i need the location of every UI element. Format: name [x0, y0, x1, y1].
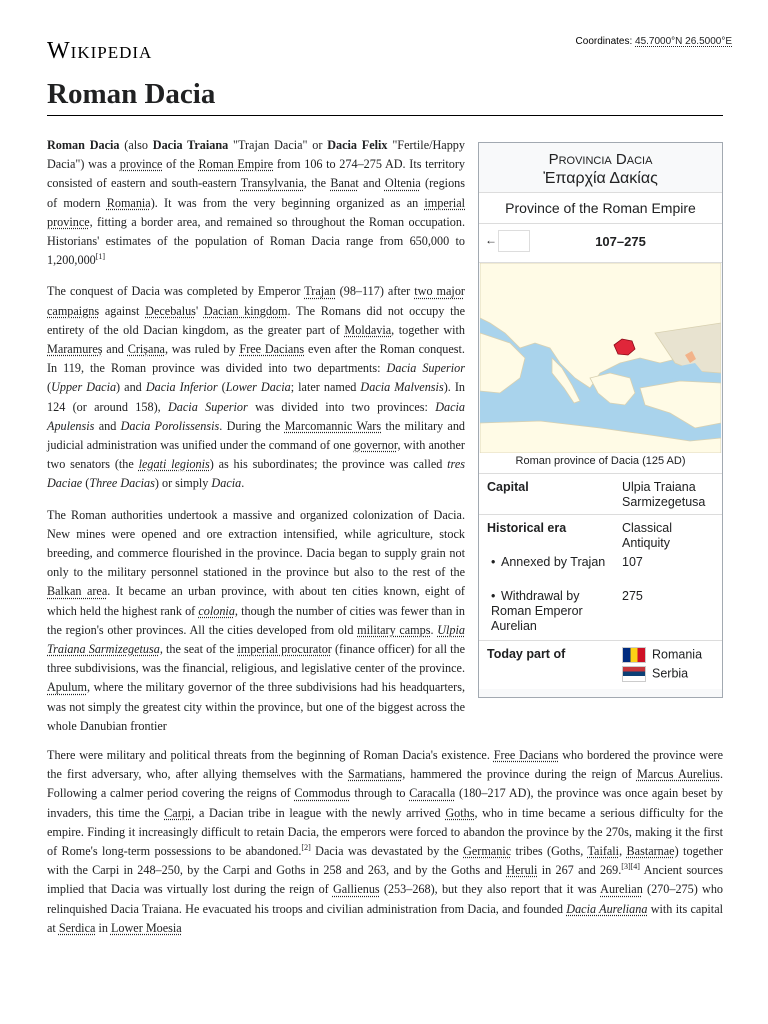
infobox-subtitle: Province of the Roman Empire: [479, 193, 722, 224]
article-body-full: [47, 746, 723, 950]
today-serbia[interactable]: [622, 666, 717, 682]
paragraph-colonization: The Roman authorities undertook a massive and organized colonization of Dacia. New mines were opened and ore extraction intensified, while agriculture, stock breeding, and commerce flourished in the province. Dacia began to supply grain not only to the military personnel stationed in the province but also to the rest of the Balkan area. It became an urban province, with about ten cities known, eight of which held the highest rank of colonia, though the number of cities was fewer than in the region's other provinces. All the cities developed from old military camps. Ulpia Traiana Sarmizegetusa, the seat of the imperial procurator (finance officer) for all the three subdivisions, was the financial, religious, and legislative center of the province. Apulum, where the military governor of the three subdivisions had his headquarters, was not simply the greatest city within the province, but one of the biggest across the whole Danubian frontier: [47, 507, 465, 733]
infobox: [478, 142, 723, 698]
annexed-label: Annexed by Trajan: [501, 555, 606, 569]
era-label: Historical era: [487, 521, 567, 535]
link-gallienus[interactable]: Gallienus: [332, 882, 380, 897]
infobox-years: 107–275: [595, 234, 646, 249]
link-oltenia[interactable]: Oltenia: [384, 176, 421, 191]
link-heruli[interactable]: Heruli: [506, 863, 538, 878]
infobox-name: Provincia Dacia: [548, 151, 653, 168]
link-bastarnae[interactable]: Bastarnae: [626, 844, 675, 859]
link-commodus[interactable]: Commodus: [294, 786, 351, 801]
link-crisana[interactable]: Crișana: [127, 342, 165, 357]
link-ulpia-traiana[interactable]: Ulpia Traiana Sarmizegetusa: [47, 622, 465, 657]
annexed-item: • Annexed by Trajan: [491, 555, 606, 569]
link-imperial-procurator[interactable]: imperial procurator: [237, 642, 332, 657]
article-body-left: [47, 136, 465, 748]
link-maramures[interactable]: Maramureș: [47, 342, 103, 357]
infobox-greek-name: Ἐπαρχία Δακίας: [543, 170, 658, 187]
serbia-label[interactable]: Serbia: [652, 666, 689, 681]
annexed-value: 107: [622, 555, 643, 569]
link-transylvania[interactable]: Transylvania: [240, 176, 304, 191]
romania-flag-icon: [622, 647, 646, 663]
link-two-major-campaigns[interactable]: two major campaigns: [47, 284, 465, 318]
citation-3-4[interactable]: [3][4]: [621, 862, 640, 872]
link-legati-legionis[interactable]: legati legionis: [138, 457, 210, 472]
link-goths[interactable]: Goths: [445, 805, 475, 820]
link-trajan[interactable]: Trajan: [304, 284, 336, 299]
link-decebalus[interactable]: Decebalus: [145, 303, 196, 318]
link-dacian-kingdom[interactable]: Dacian kingdom: [203, 303, 288, 318]
link-free-dacians-2[interactable]: Free Dacians: [493, 748, 559, 762]
link-serdica[interactable]: Serdica: [58, 920, 96, 935]
coordinates-link[interactable]: 45.7000°N 26.5000°E: [635, 36, 732, 47]
romania-label[interactable]: Romania: [652, 647, 703, 662]
link-imperial-province[interactable]: imperial province: [47, 195, 465, 229]
citation-1[interactable]: [1]: [95, 252, 106, 262]
link-dacia-aureliana[interactable]: Dacia Aureliana: [566, 901, 648, 916]
link-marcomannic-wars[interactable]: Marcomannic Wars: [284, 418, 382, 433]
province-map[interactable]: [480, 263, 721, 453]
today-romania[interactable]: [622, 647, 717, 663]
citation-2[interactable]: [2]: [301, 842, 311, 852]
capital-value[interactable]: Ulpia Traiana Sarmizegetusa: [622, 480, 706, 509]
era-value[interactable]: Classical Antiquity: [622, 521, 673, 550]
infobox-capital-row: [479, 474, 722, 515]
infobox-years-row: [479, 224, 722, 263]
link-banat[interactable]: Banat: [330, 176, 359, 191]
serbia-flag-icon: [622, 666, 646, 682]
capital-label: Capital: [487, 480, 529, 494]
page-title: Roman Dacia: [47, 78, 723, 116]
wikipedia-logo[interactable]: Wikipedia: [47, 38, 153, 64]
link-military-camps[interactable]: military camps: [357, 622, 431, 637]
link-balkan-area[interactable]: Balkan area: [47, 584, 108, 599]
link-roman-empire[interactable]: Roman Empire: [198, 157, 274, 172]
link-province[interactable]: province: [119, 157, 163, 172]
infobox-era-row: [479, 515, 722, 641]
link-free-dacians[interactable]: Free Dacians: [239, 342, 305, 357]
link-moldavia[interactable]: Moldavia: [344, 322, 392, 337]
paragraph-intro: Roman Dacia (also Dacia Traiana "Trajan Dacia" or Dacia Felix "Fertile/Happy Dacia") was a province of the Roman Empire from 106 to 274–275 AD. Its territory consisted of eastern and south-eastern Transylvania, the Banat and Oltenia (regions of modern Romania). It was from the very beginning organized as an imperial province, fitting a border area, and remained so throughout the Roman occupation. Historians' estimates of the population of Roman Dacia range from 650,000 to 1,200,000[1]: [47, 138, 466, 268]
link-germanic[interactable]: Germanic: [463, 844, 512, 859]
link-caracalla[interactable]: Caracalla: [409, 786, 456, 801]
link-aurelian[interactable]: Aurelian: [600, 882, 643, 897]
link-sarmatians[interactable]: Sarmatians: [348, 767, 403, 782]
previous-arrow-icon[interactable]: ←: [485, 233, 497, 247]
link-governor[interactable]: governor: [353, 438, 398, 453]
link-marcus-aurelius[interactable]: Marcus Aurelius: [636, 767, 720, 782]
today-label: Today part of: [487, 647, 566, 661]
paragraph-conquest: The conquest of Dacia was completed by Emperor Trajan (98–117) after two major campaigns against Decebalus' Dacian kingdom. The Romans did not occupy the entirety of the old Dacian kingdom, as the greater part of Moldavia, together with Maramureș and Crișana, was ruled by Free Dacians even after the Roman conquest. In 119, the Roman province was divided into two departments: Dacia Superior (Upper Dacia) and Dacia Inferior (Lower Dacia; later named Dacia Malvensis). In 124 (or around 158), Dacia Superior was divided into two provinces: Dacia Apulensis and Dacia Porolissensis. During the Marcomannic Wars the military and judicial administration was unified under the command of one governor, with another two senators (the legati legionis) as his subordinates; the province was called tres Daciae (Three Dacias) or simply Dacia.: [47, 284, 466, 491]
infobox-header: [479, 143, 722, 193]
infobox-today-row: [479, 641, 722, 689]
link-carpi[interactable]: Carpi: [164, 805, 192, 820]
withdrawal-item: • Withdrawal by Roman Emperor Aurelian: [491, 589, 583, 633]
link-colonia[interactable]: colonia: [198, 603, 235, 618]
map-caption: Roman province of Dacia (125 AD): [479, 453, 722, 474]
withdrawal-value: 275: [622, 589, 643, 603]
withdrawal-label: Withdrawal by Roman Emperor Aurelian: [491, 589, 583, 633]
link-apulum[interactable]: Apulum: [47, 680, 87, 695]
link-romania[interactable]: Romania: [106, 195, 151, 210]
coordinates: [576, 36, 732, 47]
coordinates-label: Coordinates:: [575, 36, 633, 47]
paragraph-threats: There were military and political threats from the beginning of Roman Dacia's existence. Free Dacians who bordered the province were the first adversary, who, after allying themselves with the Sarmatians, hammered the province during the reign of Marcus Aurelius. Following a calmer period covering the reigns of Commodus through to Caracalla (180–217 AD), the province was once again beset by invaders, this time the Carpi, a Dacian tribe in league with the newly arrived Goths, who in time became a serious difficulty for the empire. Finding it increasingly difficult to retain Dacia, the emperors were forced to abandon the province by the 270s, making it the first of Rome's long-term possessions to be abandoned.[2] Dacia was devastated by the Germanic tribes (Goths, Taifali, Bastarnae) together with the Carpi in 248–250, by the Carpi and Goths in 258 and 263, and by the Goths and Heruli in 267 and 269.[3][4] Ancient sources implied that Dacia was virtually lost during the reign of Gallienus (253–268), but they also report that it was Aurelian (270–275) who relinquished Dacia Traiana. He evacuated his troops and civilian administration from Dacia, and founded Dacia Aureliana with its capital at Serdica in Lower Moesia: [47, 748, 724, 935]
link-lower-moesia[interactable]: Lower Moesia: [110, 920, 182, 935]
link-taifali[interactable]: Taifali: [587, 844, 620, 859]
